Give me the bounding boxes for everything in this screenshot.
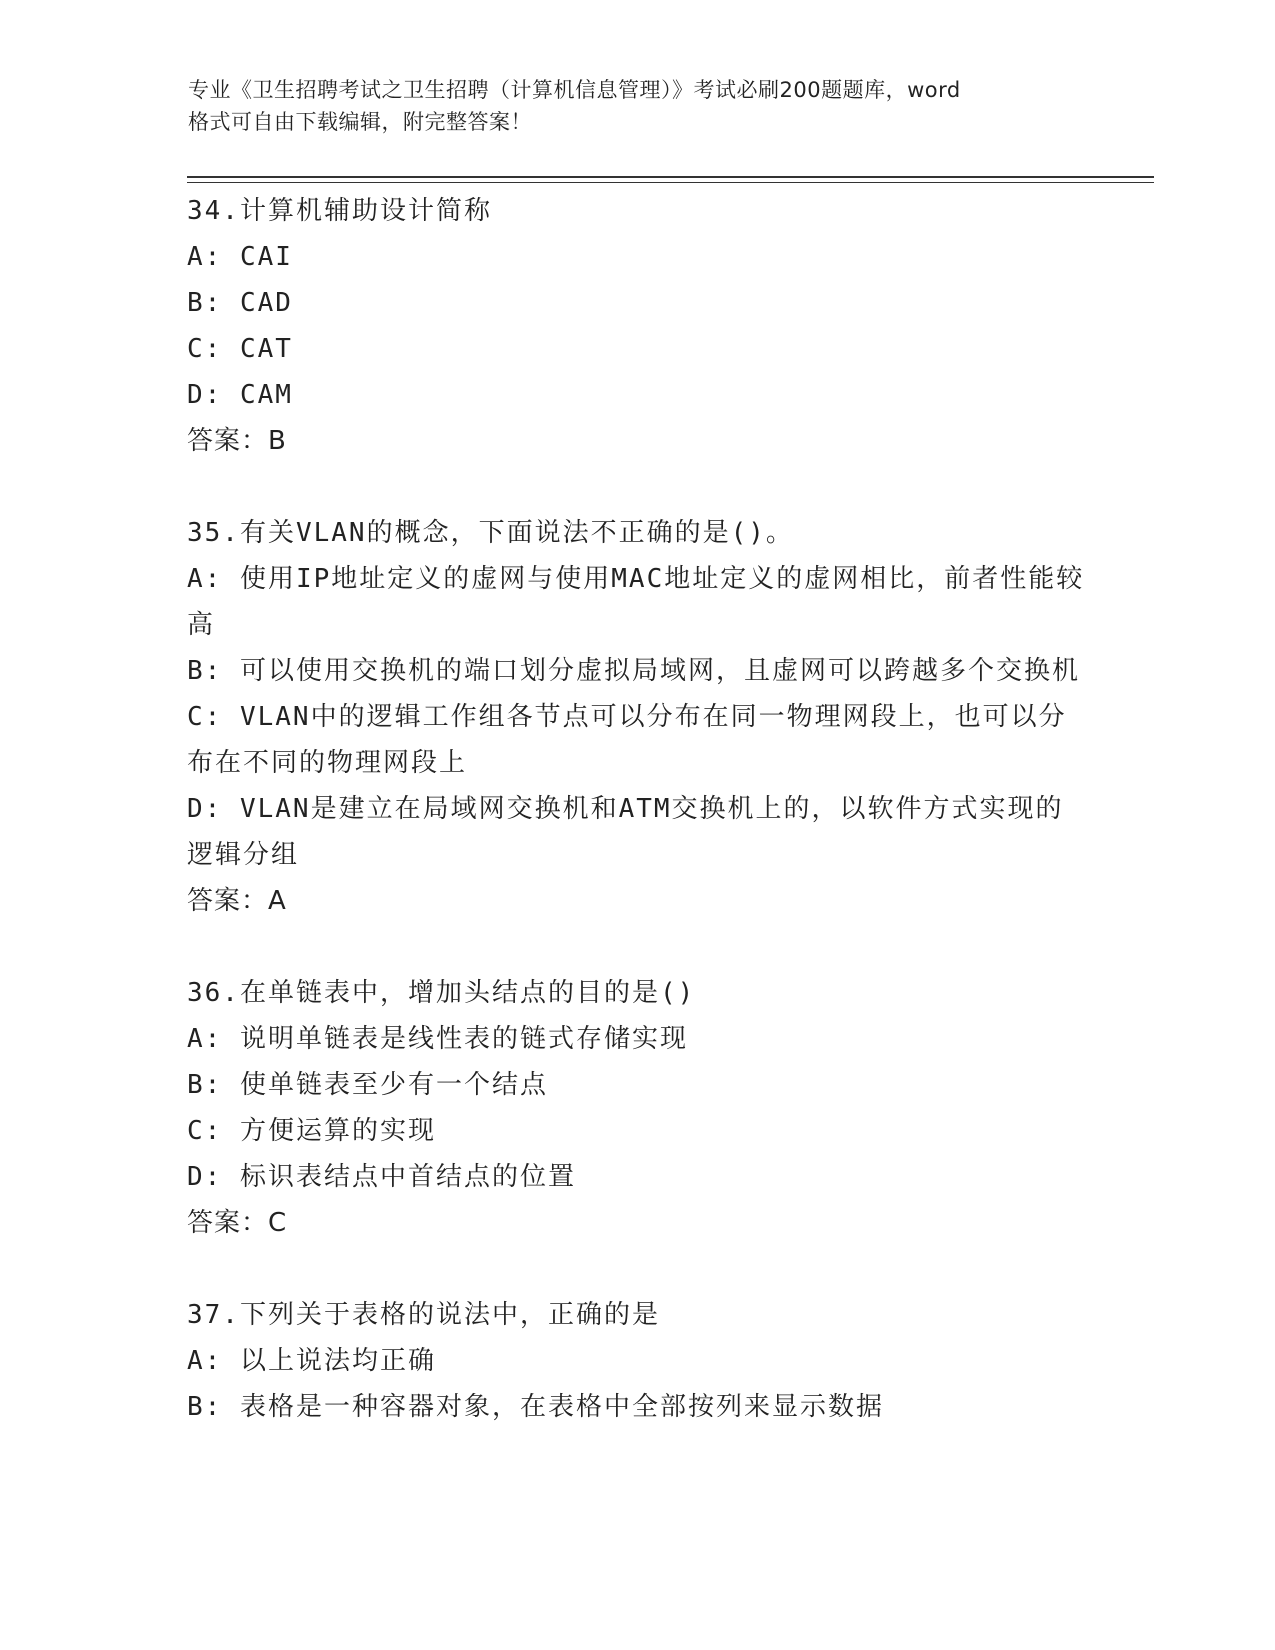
option-d: D: 标识表结点中首结点的位置: [187, 1162, 576, 1192]
question-spacer: [187, 464, 1087, 510]
question-list: [187, 188, 1087, 1430]
question-stem: 34.计算机辅助设计简称: [187, 196, 492, 226]
option-b: B: 可以使用交换机的端口划分虚拟局域网，且虚网可以跨越多个交换机: [187, 656, 1080, 686]
option-a: A: 说明单链表是线性表的链式存储实现: [187, 1024, 688, 1054]
header-line-2: 格式可自由下载编辑，附完整答案！: [188, 110, 532, 134]
answer-label: 答案：A: [187, 886, 287, 916]
option-b: B: 使单链表至少有一个结点: [187, 1070, 548, 1100]
question-spacer: [187, 1246, 1087, 1292]
question-stem: 36.在单链表中，增加头结点的目的是(): [187, 978, 696, 1008]
header-divider-thick: [187, 176, 1154, 178]
question-stem: 37.下列关于表格的说法中，正确的是: [187, 1300, 660, 1330]
option-a: A: CAI: [187, 242, 293, 272]
option-d: D: CAM: [187, 380, 293, 410]
option-b: B: 表格是一种容器对象，在表格中全部按列来显示数据: [187, 1392, 884, 1422]
document-header: [188, 74, 1098, 138]
question-36: [187, 970, 1087, 1246]
question-stem: 35.有关VLAN的概念，下面说法不正确的是()。: [187, 518, 794, 548]
header-line-1: 专业《卫生招聘考试之卫生招聘（计算机信息管理）》考试必刷200题题库，word: [188, 78, 961, 102]
option-c: C: VLAN中的逻辑工作组各节点可以分布在同一物理网段上，也可以分布在不同的物理网段上: [187, 702, 1067, 778]
answer-label: 答案：B: [187, 426, 287, 456]
question-spacer: [187, 924, 1087, 970]
option-c: C: CAT: [187, 334, 293, 364]
question-35: [187, 510, 1087, 924]
option-a: A: 以上说法均正确: [187, 1346, 436, 1376]
option-c: C: 方便运算的实现: [187, 1116, 436, 1146]
option-d: D: VLAN是建立在局域网交换机和ATM交换机上的，以软件方式实现的逻辑分组: [187, 794, 1064, 870]
option-a: A: 使用IP地址定义的虚网与使用MAC地址定义的虚网相比，前者性能较高: [187, 564, 1085, 640]
option-b: B: CAD: [187, 288, 293, 318]
header-divider-thin: [187, 182, 1154, 183]
question-34: [187, 188, 1087, 464]
question-37: [187, 1292, 1087, 1430]
answer-label: 答案：C: [187, 1208, 288, 1238]
